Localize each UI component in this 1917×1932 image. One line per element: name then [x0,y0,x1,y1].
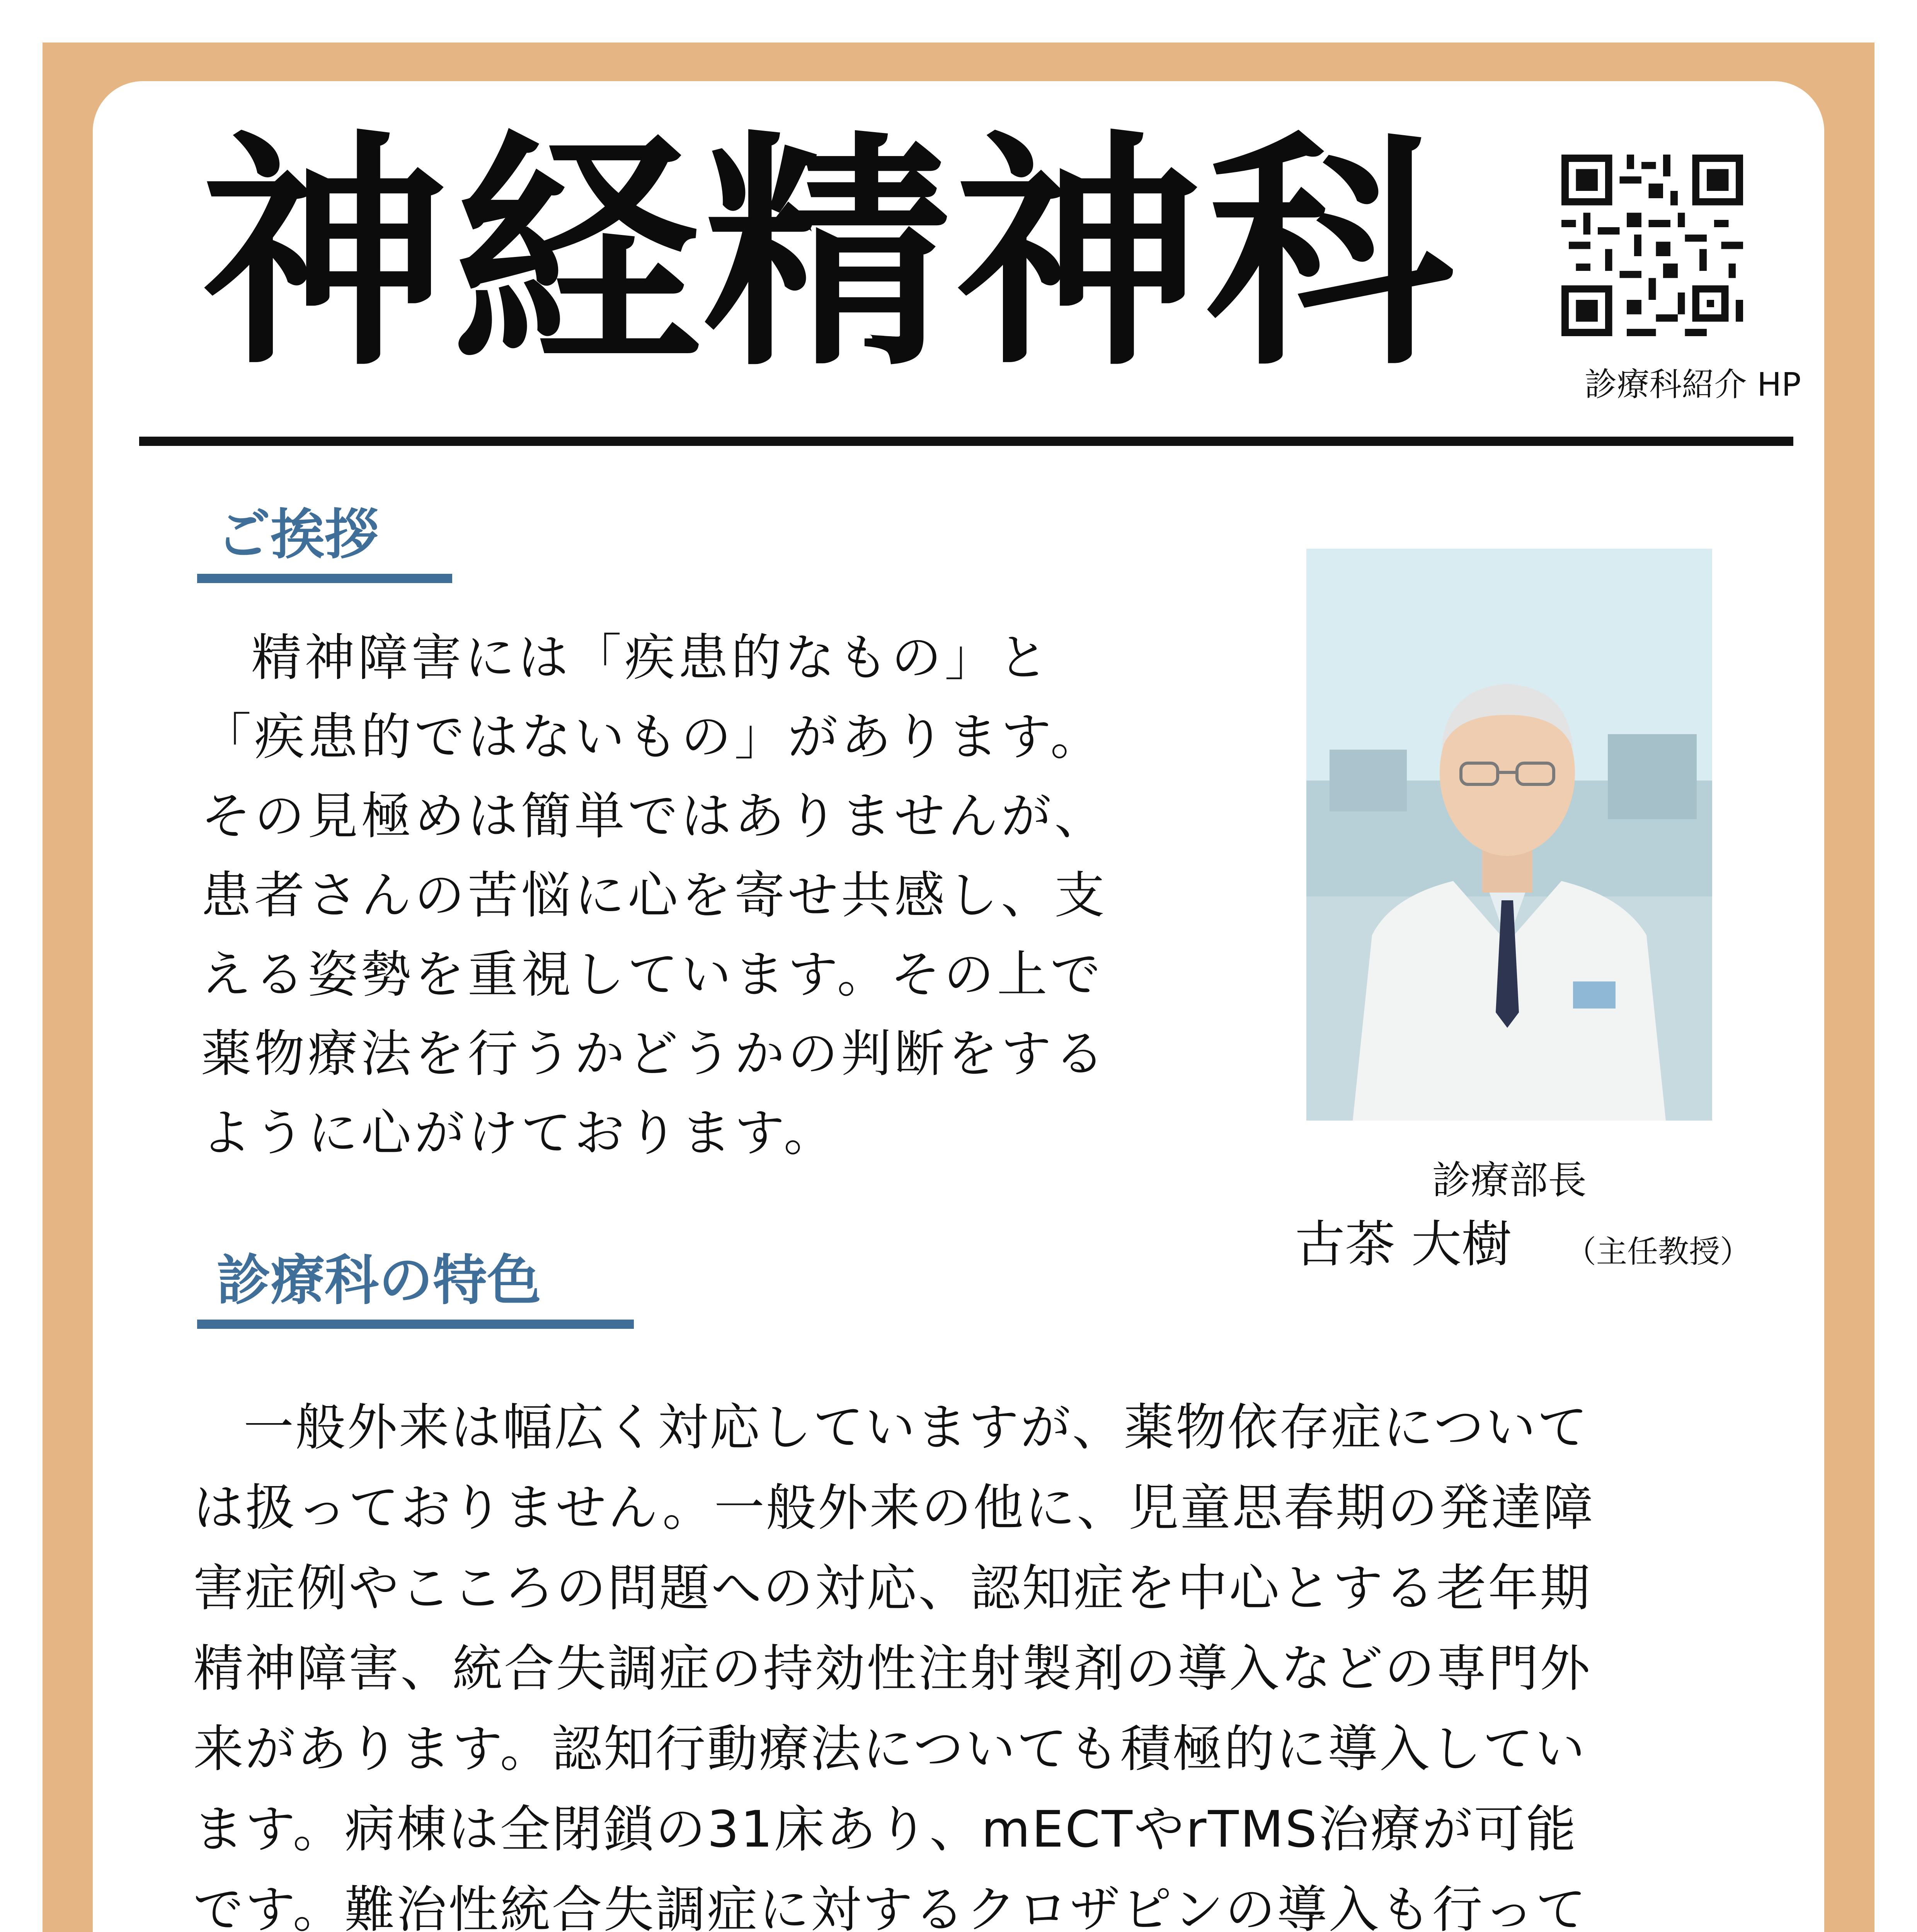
features-line: 来があります。認知行動療法についても積極的に導入してい [193,1719,1587,1778]
qr-caption: 診療科紹介 HP [1584,366,1801,403]
features-line: は扱っておりません。一般外来の他に、児童思春期の発達障 [193,1478,1595,1537]
features-line: 一般外来は幅広く対応していますが、薬物依存症について [243,1398,1589,1457]
greeting-text [201,618,1108,1173]
features-line: ます。病棟は全閉鎖の31床あり、mECTやrTMS治療が可能 [193,1800,1578,1859]
greeting-line: その見極めは簡単ではありませんが、 [201,787,1108,845]
qr-code-icon[interactable] [1561,155,1743,336]
greeting-heading: ご挨拶 [216,503,379,566]
greeting-heading-underline [197,574,452,583]
greeting-line: 患者さんの苦悩に心を寄せ共感し、支 [201,866,1108,925]
features-heading: 診療科の特色 [216,1249,541,1312]
doctor-name: 古茶 大樹 [1295,1215,1512,1274]
doctor-title: （主任教授） [1565,1234,1751,1270]
features-line: 害症例やこころの問題への対応、認知症を中心とする老年期 [193,1559,1592,1617]
doctor-role: 診療部長 [1432,1158,1587,1203]
title-divider [139,437,1793,446]
greeting-line: 精神障害には「疾患的なもの」と [251,628,1052,687]
features-heading-underline [197,1320,634,1329]
features-text [193,1387,1595,1932]
greeting-line: 薬物療法を行うかどうかの判断をする [201,1024,1108,1083]
greeting-line: 「疾患的ではないもの」があります。 [201,707,1104,766]
features-line: 精神障害、統合失調症の持効性注射製剤の導入などの専門外 [193,1639,1592,1698]
greeting-line: える姿勢を重視しています。その上で [201,945,1104,1004]
greeting-line: ように心がけております。 [201,1104,837,1162]
page-title: 神経精神科 [201,111,1457,399]
doctor-photo [1306,549,1712,1121]
features-line: です。難治性統合失調症に対するクロザピンの導入も行って [193,1880,1588,1932]
